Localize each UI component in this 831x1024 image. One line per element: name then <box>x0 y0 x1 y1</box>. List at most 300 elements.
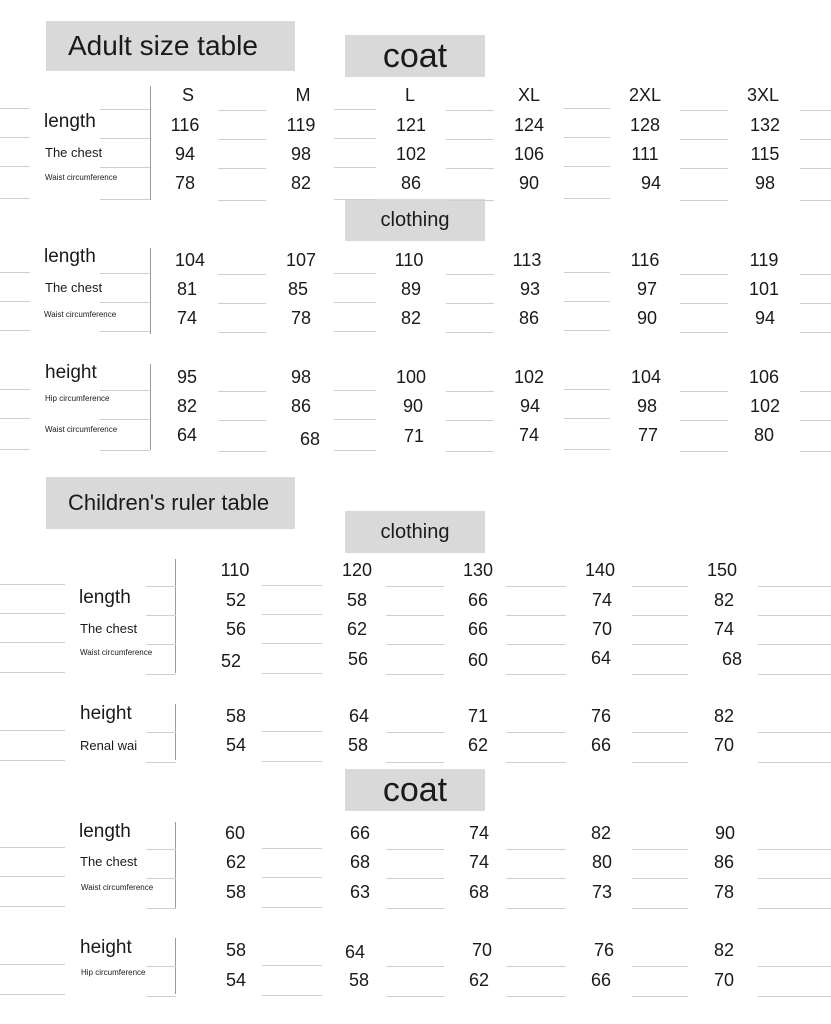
table-cell: 64 <box>348 706 370 726</box>
header-cell: 150 <box>706 560 738 580</box>
rule-line <box>506 878 566 879</box>
adult-title-text: Adult size table <box>68 30 258 61</box>
header-cell: M <box>295 85 311 105</box>
rule-line <box>146 732 176 733</box>
table-cell: 90 <box>714 823 736 843</box>
adult-pants-divider <box>150 364 151 450</box>
rule-line <box>386 674 444 675</box>
table-cell: 86 <box>400 173 422 193</box>
header-cell: 120 <box>341 560 373 580</box>
rule-line <box>262 643 322 644</box>
rule-line <box>0 964 65 965</box>
row-label: Waist circumference <box>45 425 118 434</box>
rule-line <box>100 419 150 420</box>
table-cell: 119 <box>286 115 316 135</box>
rule-line <box>100 302 150 303</box>
rule-line <box>0 613 65 614</box>
table-cell: 73 <box>591 882 613 902</box>
table-cell: 70 <box>591 619 613 639</box>
rule-line <box>218 420 266 421</box>
rule-line <box>262 673 322 674</box>
rule-line <box>800 139 831 140</box>
rule-line <box>506 674 566 675</box>
row-label: height <box>80 937 132 958</box>
table-cell: 78 <box>290 308 312 328</box>
rule-line <box>146 878 176 879</box>
rule-line <box>632 996 688 997</box>
rule-line <box>146 644 176 645</box>
rule-line <box>262 761 322 762</box>
rule-line <box>334 331 376 332</box>
rule-line <box>0 906 65 907</box>
rule-line <box>446 168 494 169</box>
table-cell: 58 <box>348 970 370 990</box>
children-ruler-table-title <box>46 477 295 529</box>
rule-line <box>680 110 728 111</box>
rule-line <box>146 586 176 587</box>
table-cell: 98 <box>754 173 776 193</box>
table-cell: 94 <box>174 144 196 164</box>
rule-line <box>386 966 444 967</box>
table-cell: 70 <box>471 940 493 960</box>
table-cell: 110 <box>394 250 424 270</box>
rule-line <box>386 732 444 733</box>
header-cell: XL <box>517 85 541 105</box>
rule-line <box>334 273 376 274</box>
row-label: length <box>79 821 131 842</box>
rule-line <box>218 303 266 304</box>
children-clothing-title: clothing <box>380 520 450 543</box>
adult-clothing-divider <box>150 248 151 334</box>
table-cell: 52 <box>220 651 242 671</box>
table-cell: 68 <box>721 649 743 669</box>
rule-line <box>758 849 831 850</box>
table-cell: 62 <box>225 852 247 872</box>
table-cell: 66 <box>467 590 489 610</box>
rule-line <box>0 137 30 138</box>
table-cell: 97 <box>636 279 658 299</box>
row-label: Hip circumference <box>45 394 110 403</box>
table-cell: 101 <box>748 279 780 299</box>
rule-line <box>758 674 831 675</box>
rule-line <box>146 996 176 997</box>
rule-line <box>632 878 688 879</box>
rule-line <box>564 449 610 450</box>
rule-line <box>100 167 150 168</box>
rule-line <box>386 615 444 616</box>
rule-line <box>564 137 610 138</box>
table-cell: 111 <box>631 144 659 164</box>
table-cell: 71 <box>467 706 489 726</box>
children-clothing-banner <box>345 511 485 553</box>
rule-line <box>800 332 831 333</box>
table-cell: 115 <box>750 144 780 164</box>
rule-line <box>262 585 322 586</box>
rule-line <box>758 908 831 909</box>
row-label: Waist circumference <box>81 883 154 892</box>
rule-line <box>680 139 728 140</box>
table-cell: 128 <box>629 115 661 135</box>
rule-line <box>262 995 322 996</box>
rule-line <box>446 110 494 111</box>
row-label: The chest <box>80 621 138 636</box>
table-cell: 106 <box>748 367 780 387</box>
table-cell: 116 <box>630 250 660 270</box>
table-cell: 95 <box>176 367 198 387</box>
table-cell: 70 <box>713 970 735 990</box>
row-label: The chest <box>45 280 103 295</box>
rule-line <box>218 451 266 452</box>
rule-line <box>334 138 376 139</box>
rule-line <box>758 966 831 967</box>
rule-line <box>800 168 831 169</box>
rule-line <box>446 332 494 333</box>
table-cell: 80 <box>591 852 613 872</box>
table-cell: 68 <box>468 882 490 902</box>
rule-line <box>262 907 322 908</box>
adult-size-table-title <box>46 21 295 71</box>
rule-line <box>386 644 444 645</box>
rule-line <box>100 138 150 139</box>
rule-line <box>146 615 176 616</box>
table-cell: 62 <box>467 735 489 755</box>
rule-line <box>680 200 728 201</box>
table-cell: 62 <box>468 970 490 990</box>
table-cell: 78 <box>713 882 735 902</box>
rule-line <box>146 849 176 850</box>
rule-line <box>564 330 610 331</box>
rule-line <box>0 994 65 995</box>
rule-line <box>218 168 266 169</box>
rule-line <box>0 330 30 331</box>
rule-line <box>0 876 65 877</box>
rule-line <box>506 996 566 997</box>
rule-line <box>146 762 176 763</box>
table-cell: 104 <box>174 250 206 270</box>
rule-line <box>564 418 610 419</box>
rule-line <box>758 996 831 997</box>
header-cell: 130 <box>462 560 494 580</box>
children-coat-divider <box>175 822 176 908</box>
rule-line <box>758 644 831 645</box>
table-cell: 90 <box>518 173 540 193</box>
rule-line <box>564 389 610 390</box>
rule-line <box>758 615 831 616</box>
row-label: height <box>80 703 132 724</box>
rule-line <box>800 110 831 111</box>
rule-line <box>218 110 266 111</box>
row-label: The chest <box>45 145 103 160</box>
table-cell: 98 <box>290 367 312 387</box>
rule-line <box>446 139 494 140</box>
table-cell: 116 <box>170 115 200 135</box>
rule-line <box>100 450 150 451</box>
rule-line <box>0 272 30 273</box>
rule-line <box>386 878 444 879</box>
rule-line <box>334 419 376 420</box>
children-title-text: Children's ruler table <box>68 490 270 515</box>
row-label: length <box>44 111 96 132</box>
table-cell: 58 <box>347 735 369 755</box>
table-cell: 58 <box>225 706 247 726</box>
table-cell: 132 <box>749 115 781 135</box>
table-cell: 77 <box>637 425 659 445</box>
table-cell: 58 <box>225 940 247 960</box>
header-cell: S <box>181 85 194 105</box>
rule-line <box>506 644 566 645</box>
rule-line <box>632 849 688 850</box>
rule-line <box>758 732 831 733</box>
rule-line <box>632 966 688 967</box>
table-cell: 74 <box>468 823 490 843</box>
rule-line <box>100 331 150 332</box>
rule-line <box>446 391 494 392</box>
table-cell: 66 <box>349 823 371 843</box>
header-cell: 110 <box>220 560 250 580</box>
table-cell: 90 <box>402 396 424 416</box>
rule-line <box>146 966 176 967</box>
table-cell: 86 <box>713 852 735 872</box>
rule-line <box>680 391 728 392</box>
table-cell: 86 <box>290 396 312 416</box>
rule-line <box>632 586 688 587</box>
table-cell: 107 <box>285 250 317 270</box>
rule-line <box>262 731 322 732</box>
header-cell: 140 <box>584 560 616 580</box>
rule-line <box>0 418 30 419</box>
rule-line <box>446 451 494 452</box>
rule-line <box>386 586 444 587</box>
table-cell: 52 <box>225 590 247 610</box>
table-cell: 54 <box>225 735 247 755</box>
rule-line <box>800 451 831 452</box>
table-cell: 58 <box>346 590 368 610</box>
children-clothing-divider <box>175 559 176 673</box>
rule-line <box>506 615 566 616</box>
table-cell: 89 <box>400 279 422 299</box>
rule-line <box>446 274 494 275</box>
rule-line <box>758 762 831 763</box>
table-cell: 94 <box>754 308 776 328</box>
table-cell: 76 <box>593 940 615 960</box>
rule-line <box>334 199 376 200</box>
rule-line <box>100 390 150 391</box>
rule-line <box>386 996 444 997</box>
rule-line <box>800 274 831 275</box>
rule-line <box>100 109 150 110</box>
rule-line <box>506 966 566 967</box>
table-cell: 90 <box>636 308 658 328</box>
rule-line <box>334 390 376 391</box>
rule-line <box>334 302 376 303</box>
table-cell: 68 <box>299 429 321 449</box>
rule-line <box>218 332 266 333</box>
rule-line <box>506 849 566 850</box>
rule-line <box>0 166 30 167</box>
table-cell: 82 <box>590 823 612 843</box>
table-cell: 74 <box>591 590 613 610</box>
table-cell: 86 <box>518 308 540 328</box>
rule-line <box>564 198 610 199</box>
row-label: height <box>45 362 97 383</box>
table-cell: 63 <box>349 882 371 902</box>
rule-line <box>0 760 65 761</box>
rule-line <box>800 200 831 201</box>
rule-line <box>506 762 566 763</box>
table-cell: 82 <box>176 396 198 416</box>
rule-line <box>0 672 65 673</box>
table-cell: 93 <box>519 279 541 299</box>
table-cell: 71 <box>403 426 425 446</box>
table-cell: 102 <box>395 144 427 164</box>
rule-line <box>758 878 831 879</box>
table-cell: 82 <box>713 940 735 960</box>
rule-line <box>564 166 610 167</box>
table-cell: 121 <box>395 115 427 135</box>
table-cell: 64 <box>590 648 612 668</box>
rule-line <box>146 674 176 675</box>
rule-line <box>680 420 728 421</box>
rule-line <box>446 420 494 421</box>
table-cell: 82 <box>290 173 312 193</box>
rule-line <box>262 848 322 849</box>
table-cell: 106 <box>513 144 545 164</box>
row-label: length <box>44 246 96 267</box>
rule-line <box>680 168 728 169</box>
table-cell: 124 <box>513 115 545 135</box>
table-cell: 104 <box>630 367 662 387</box>
rule-line <box>632 674 688 675</box>
rule-line <box>386 908 444 909</box>
table-cell: 80 <box>753 425 775 445</box>
table-cell: 82 <box>713 590 735 610</box>
rule-line <box>506 908 566 909</box>
table-cell: 119 <box>749 250 779 270</box>
rule-line <box>506 586 566 587</box>
row-label: Waist circumference <box>80 648 153 657</box>
rule-line <box>446 200 494 201</box>
adult-clothing-banner <box>345 199 485 241</box>
rule-line <box>100 273 150 274</box>
rule-line <box>146 908 176 909</box>
row-label: length <box>79 587 131 608</box>
table-cell: 68 <box>349 852 371 872</box>
rule-line <box>0 108 30 109</box>
rule-line <box>800 420 831 421</box>
rule-line <box>334 450 376 451</box>
rule-line <box>632 615 688 616</box>
rule-line <box>800 303 831 304</box>
row-label: Waist circumference <box>44 310 117 319</box>
rule-line <box>0 198 30 199</box>
rule-line <box>100 199 150 200</box>
rule-line <box>680 303 728 304</box>
adult-coat-title: coat <box>382 36 448 75</box>
table-cell: 113 <box>512 250 542 270</box>
rule-line <box>506 732 566 733</box>
header-cell: 2XL <box>628 85 662 105</box>
rule-line <box>564 108 610 109</box>
header-cell: 3XL <box>746 85 780 105</box>
children-coat-banner <box>345 769 485 811</box>
table-cell: 56 <box>347 649 369 669</box>
rule-line <box>680 274 728 275</box>
rule-line <box>386 849 444 850</box>
table-cell: 66 <box>590 735 612 755</box>
table-cell: 70 <box>713 735 735 755</box>
table-cell: 76 <box>590 706 612 726</box>
rule-line <box>262 877 322 878</box>
row-label: Waist circumference <box>45 173 118 182</box>
rule-line <box>0 730 65 731</box>
table-cell: 98 <box>636 396 658 416</box>
rule-line <box>0 301 30 302</box>
row-label: Hip circumference <box>81 968 146 977</box>
rule-line <box>680 332 728 333</box>
table-cell: 81 <box>176 279 198 299</box>
rule-line <box>446 303 494 304</box>
header-cell: L <box>404 85 415 105</box>
children-coat-title: coat <box>382 770 448 809</box>
table-cell: 82 <box>713 706 735 726</box>
adult-clothing-title: clothing <box>380 208 450 231</box>
rule-line <box>632 644 688 645</box>
table-cell: 78 <box>174 173 196 193</box>
rule-line <box>564 272 610 273</box>
rule-line <box>262 614 322 615</box>
table-cell: 66 <box>467 619 489 639</box>
table-cell: 85 <box>287 279 309 299</box>
table-cell: 60 <box>467 650 489 670</box>
rule-line <box>218 200 266 201</box>
rule-line <box>334 109 376 110</box>
table-cell: 56 <box>225 619 247 639</box>
row-label: Renal wai <box>80 738 138 753</box>
rule-line <box>0 642 65 643</box>
rule-line <box>632 732 688 733</box>
table-cell: 102 <box>513 367 545 387</box>
rule-line <box>632 908 688 909</box>
rule-line <box>0 449 30 450</box>
table-cell: 58 <box>225 882 247 902</box>
table-cell: 74 <box>518 425 540 445</box>
table-cell: 100 <box>395 367 427 387</box>
table-cell: 94 <box>519 396 541 416</box>
rule-line <box>334 167 376 168</box>
rule-line <box>0 389 30 390</box>
rule-line <box>218 391 266 392</box>
rule-line <box>680 451 728 452</box>
row-label: The chest <box>80 854 138 869</box>
table-cell: 94 <box>640 173 662 193</box>
table-cell: 98 <box>290 144 312 164</box>
table-cell: 82 <box>400 308 422 328</box>
table-cell: 74 <box>176 308 198 328</box>
table-cell: 64 <box>176 425 198 445</box>
table-cell: 60 <box>224 823 246 843</box>
rule-line <box>632 762 688 763</box>
table-cell: 64 <box>344 942 366 962</box>
adult-coat-banner <box>345 35 485 77</box>
table-cell: 74 <box>713 619 735 639</box>
table-cell: 66 <box>590 970 612 990</box>
table-cell: 102 <box>749 396 781 416</box>
rule-line <box>800 391 831 392</box>
table-cell: 62 <box>346 619 368 639</box>
rule-line <box>218 274 266 275</box>
rule-line <box>218 139 266 140</box>
rule-line <box>0 847 65 848</box>
